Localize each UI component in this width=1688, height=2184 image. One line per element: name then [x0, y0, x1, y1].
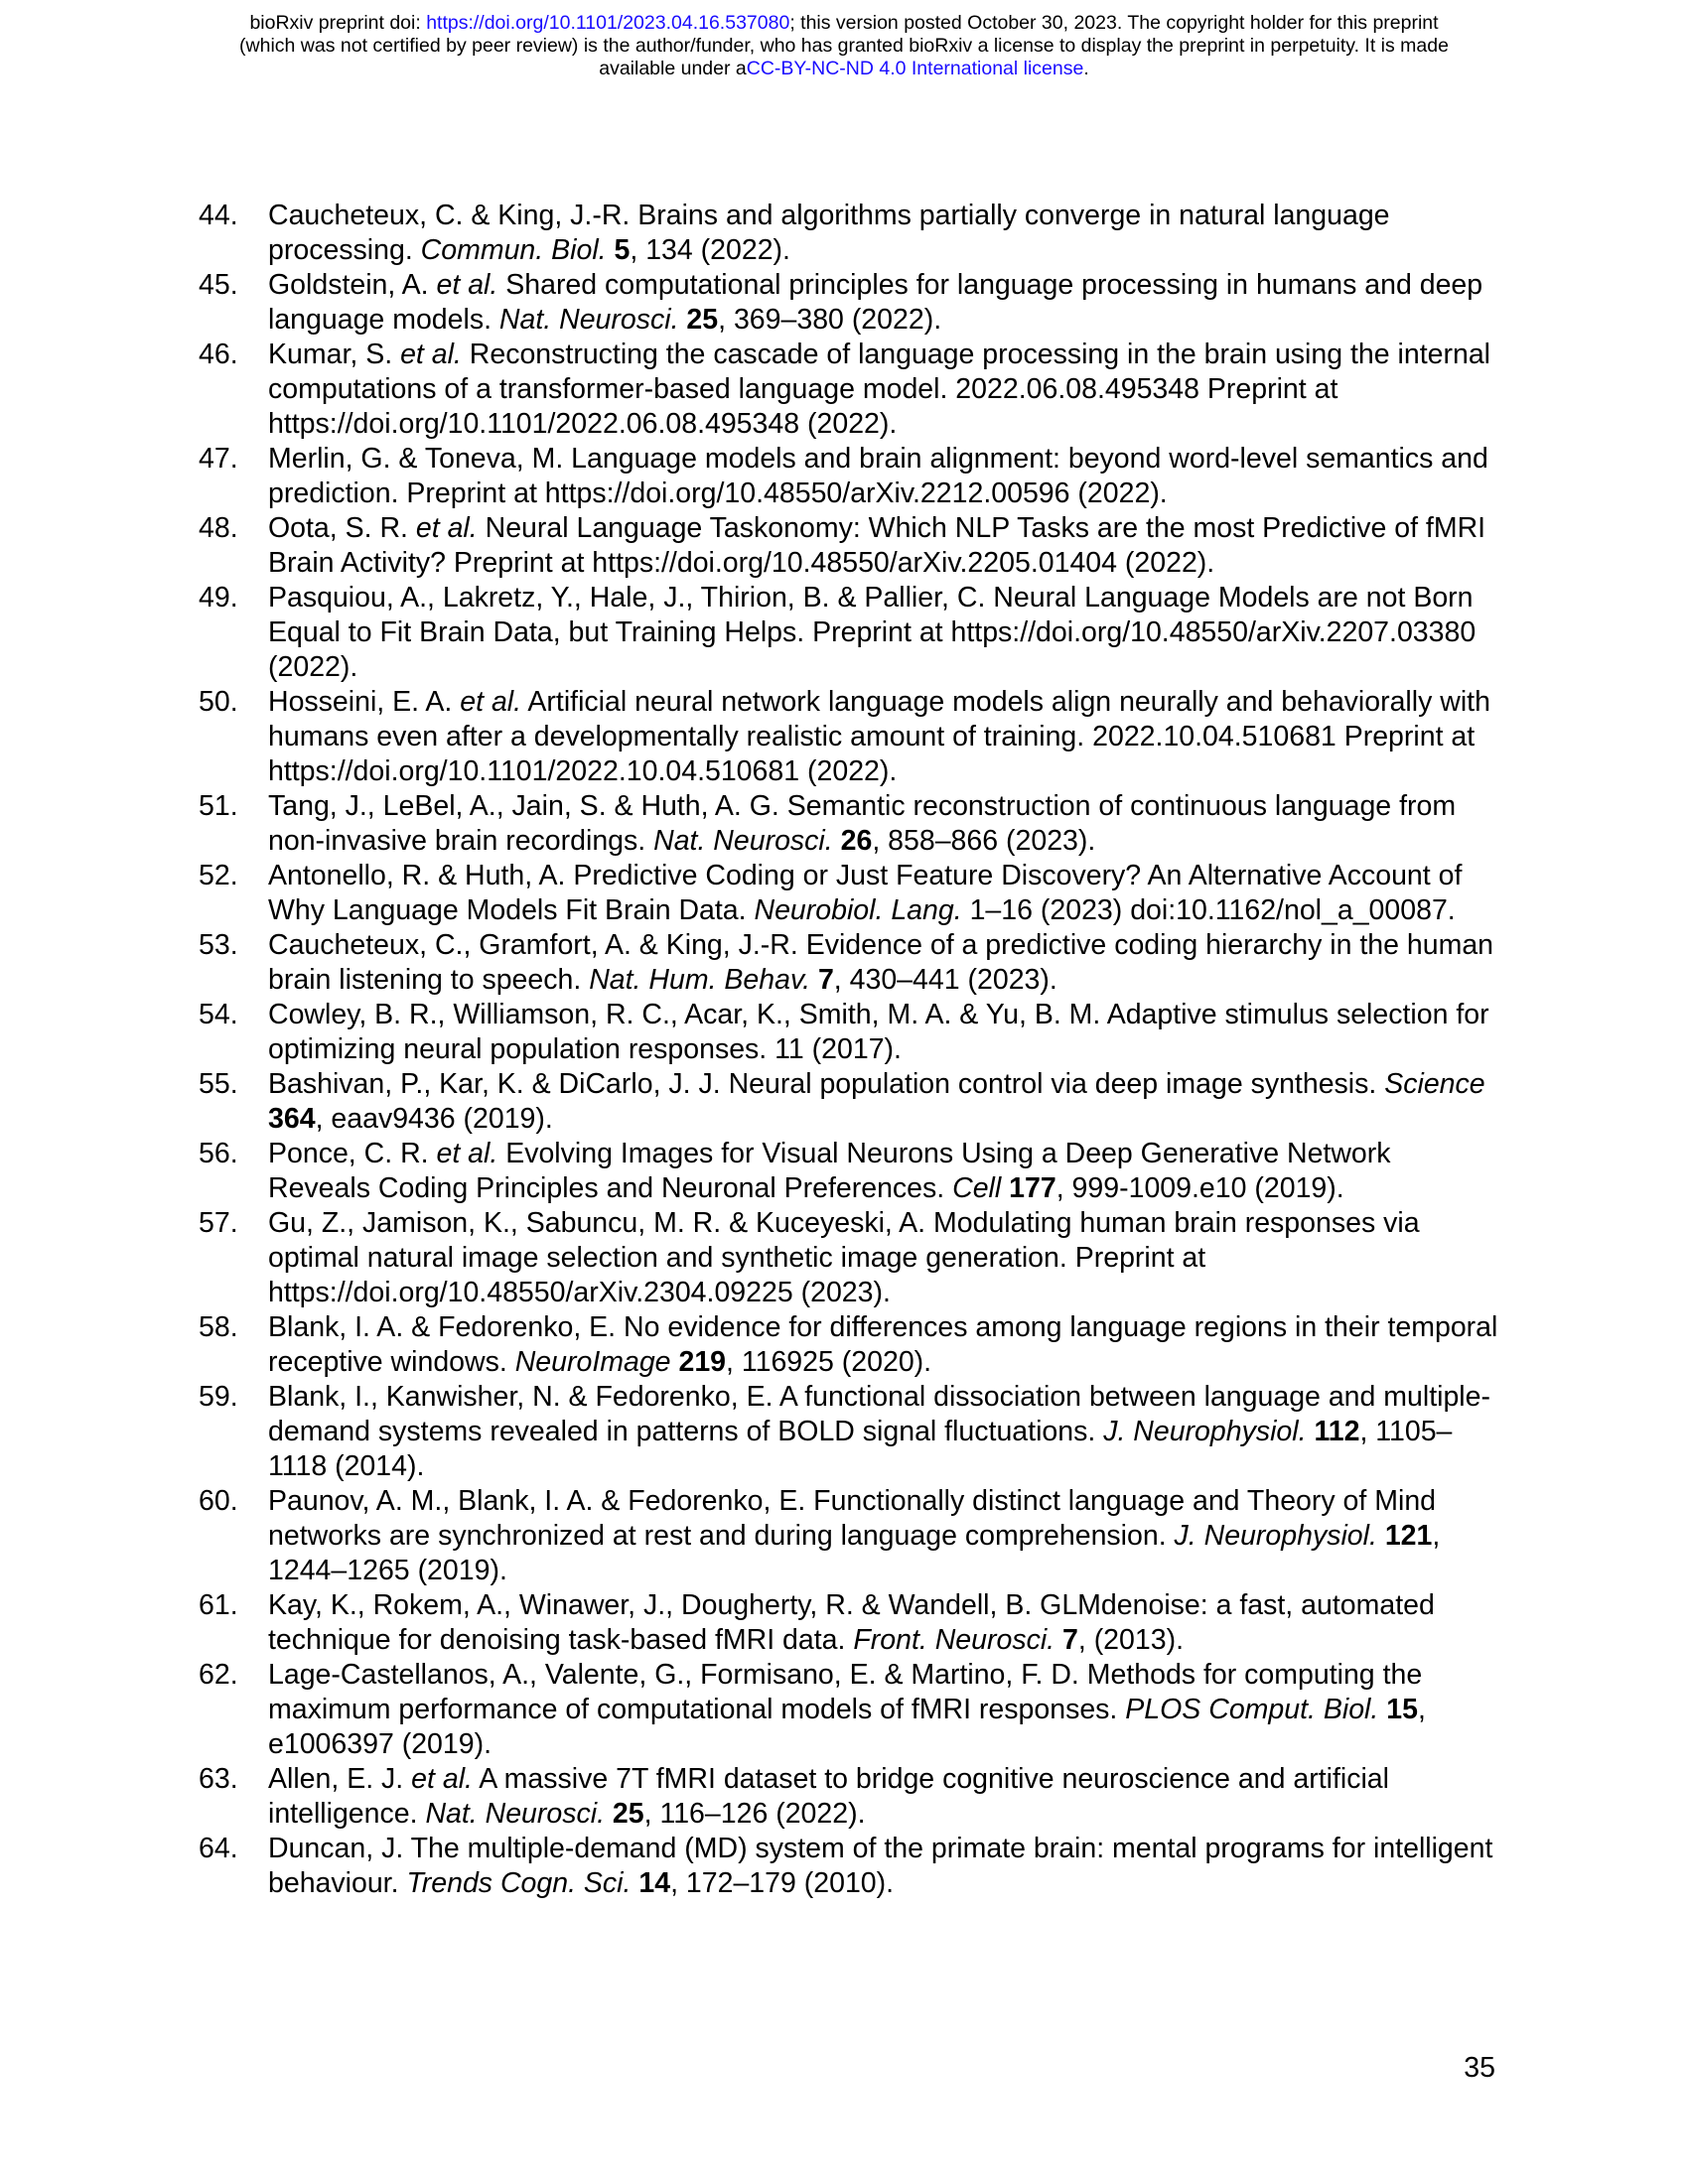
reference-italic: PLOS Comput. Biol.: [1125, 1694, 1379, 1725]
reference-segment: Kay, K., Rokem, A., Winawer, J., Dougherty, R. & Wandell, B. GLMdenoise: a fast, automated technique for denoising task-based fMRI data.: [268, 1589, 1435, 1656]
reference-segment: , 172–179 (2010).: [670, 1867, 895, 1899]
reference-item: [199, 1588, 1499, 1658]
reference-segment: Neural Language Taskonomy: Which NLP Tasks are the most Predictive of fMRI Brain Activity? Preprint at https://doi.org/10.48550/arXiv.2205.01404 (2022).: [268, 512, 1486, 579]
reference-text: [268, 268, 1499, 338]
reference-number: 45.: [199, 269, 238, 301]
reference-segment: , 116–126 (2022).: [643, 1798, 866, 1830]
reference-segment: Caucheteux, C., Gramfort, A. & King, J.-R. Evidence of a predictive coding hierarchy in the human brain listening to speech.: [268, 929, 1494, 996]
reference-segment: Kumar, S.: [268, 339, 401, 370]
reference-number: 55.: [199, 1068, 238, 1100]
reference-segment: [605, 1798, 613, 1830]
reference-segment: Cowley, B. R., Williamson, R. C., Acar, K., Smith, M. A. & Yu, B. M. Adaptive stimulus selection for optimizing neural population responses. 11 (2017).: [268, 999, 1489, 1065]
reference-segment: [1001, 1172, 1009, 1204]
reference-segment: [1377, 1520, 1385, 1552]
reference-bold: 121: [1384, 1520, 1433, 1552]
reference-bold: 15: [1386, 1694, 1418, 1725]
reference-item: [199, 1762, 1499, 1832]
reference-italic: Neurobiol. Lang.: [754, 894, 962, 926]
reference-number: 47.: [199, 443, 238, 475]
reference-segment: [607, 234, 615, 266]
reference-number: 59.: [199, 1381, 238, 1413]
reference-number: 50.: [199, 686, 238, 718]
reference-segment: [1055, 1624, 1062, 1656]
reference-text: [268, 1832, 1499, 1901]
reference-segment: Goldstein, A.: [268, 269, 437, 301]
license-suffix: .: [1083, 58, 1089, 79]
reference-number: 62.: [199, 1659, 238, 1691]
reference-segment: Hosseini, E. A.: [268, 686, 461, 718]
reference-text: [268, 1484, 1499, 1588]
reference-number: 58.: [199, 1311, 238, 1343]
reference-item: [199, 1484, 1499, 1588]
reference-segment: , 116925 (2020).: [726, 1346, 932, 1378]
reference-item: [199, 268, 1499, 338]
reference-segment: Caucheteux, C. & King, J.-R. Brains and algorithms partially converge in natural language processing.: [268, 200, 1390, 266]
reference-bold: 7: [817, 964, 834, 996]
reference-segment: Reconstructing the cascade of language processing in the brain using the internal computations of a transformer-based language model. 2022.06.08.495348 Preprint at https://doi.org/10.1101/2022.06.08.495348 (2022).: [268, 339, 1491, 440]
reference-text: [268, 859, 1499, 928]
reference-number: 61.: [199, 1589, 238, 1621]
reference-item: [199, 928, 1499, 998]
reference-segment: Paunov, A. M., Blank, I. A. & Fedorenko, E. Functionally distinct language and Theory of Mind networks are synchronized at rest and during language comprehension.: [268, 1485, 1437, 1552]
reference-text: [268, 789, 1499, 859]
reference-italic: Trends Cogn. Sci.: [406, 1867, 632, 1899]
reference-item: [199, 1380, 1499, 1484]
reference-segment: 1–16 (2023) doi:10.1162/nol_a_00087.: [961, 894, 1456, 926]
reference-segment: , 134 (2022).: [630, 234, 790, 266]
reference-number: 53.: [199, 929, 238, 961]
reference-segment: , eaav9436 (2019).: [315, 1103, 553, 1135]
reference-bold: 26: [840, 825, 873, 857]
reference-number: 48.: [199, 512, 238, 544]
reference-segment: , 999-1009.e10 (2019).: [1055, 1172, 1344, 1204]
reference-segment: Blank, I., Kanwisher, N. & Fedorenko, E. A functional dissociation between language and multiple-demand systems revealed in patterns of BOLD signal fluctuations.: [268, 1381, 1490, 1447]
reference-text: [268, 1658, 1499, 1762]
doi-prefix: bioRxiv preprint doi:: [249, 12, 427, 34]
doi-suffix: ; this version posted October 30, 2023. The copyright holder for this preprint: [789, 12, 1439, 34]
reference-item: [199, 1137, 1499, 1206]
reference-text: [268, 581, 1499, 685]
reference-bold: 177: [1009, 1172, 1056, 1204]
reference-text: [268, 199, 1499, 268]
reference-item: [199, 859, 1499, 928]
license-prefix: available under a: [599, 58, 747, 79]
reference-segment: Pasquiou, A., Lakretz, Y., Hale, J., Thirion, B. & Pallier, C. Neural Language Models are not Born Equal to Fit Brain Data, but Training Helps. Preprint at https://doi.org/10.48550/arXiv.2207.03380 (2022).: [268, 582, 1477, 683]
reference-text: [268, 338, 1499, 442]
reference-segment: , 858–866 (2023).: [872, 825, 1096, 857]
reference-segment: Artificial neural network language models align neurally and behaviorally with humans even after a developmentally realistic amount of training. 2022.10.04.510681 Preprint at https://doi.org/10.1101/2022.10.04.510681 (2022).: [268, 686, 1490, 787]
reference-italic: Cell: [952, 1172, 1002, 1204]
preprint-notice: [0, 12, 1688, 80]
reference-item: [199, 442, 1499, 511]
reference-italic: Nat. Neurosci.: [425, 1798, 605, 1830]
reference-number: 44.: [199, 200, 238, 231]
reference-segment: Ponce, C. R.: [268, 1138, 437, 1169]
reference-bold: 112: [1314, 1416, 1360, 1447]
reference-item: [199, 511, 1499, 581]
reference-bold: 25: [686, 304, 719, 336]
reference-segment: , 1244–1265 (2019).: [268, 1520, 1441, 1586]
reference-italic: Science: [1384, 1068, 1485, 1100]
reference-text: [268, 442, 1499, 511]
reference-item: [199, 1658, 1499, 1762]
doi-link[interactable]: https://doi.org/10.1101/2023.04.16.537080: [426, 12, 790, 34]
reference-list: [199, 199, 1499, 1901]
reference-number: 46.: [199, 339, 238, 370]
reference-italic: et al.: [436, 1138, 498, 1169]
reference-segment: , 369–380 (2022).: [718, 304, 942, 336]
reference-number: 56.: [199, 1138, 238, 1169]
license-link[interactable]: CC-BY-NC-ND 4.0 International license: [746, 58, 1084, 79]
reference-item: [199, 338, 1499, 442]
preprint-notice-line-2: (which was not certified by peer review) is the author/funder, who has granted bioRxiv a license to display the preprint in perpetuity. It is made: [239, 35, 1449, 57]
reference-italic: et al.: [460, 686, 522, 718]
reference-text: [268, 1588, 1499, 1658]
reference-text: [268, 1067, 1499, 1137]
reference-item: [199, 199, 1499, 268]
reference-item: [199, 685, 1499, 789]
reference-text: [268, 1762, 1499, 1832]
reference-bold: 219: [678, 1346, 727, 1378]
reference-segment: Blank, I. A. & Fedorenko, E. No evidence for differences among language regions in their temporal receptive windows.: [268, 1311, 1498, 1378]
reference-segment: Merlin, G. & Toneva, M. Language models and brain alignment: beyond word-level semantics and prediction. Preprint at https://doi.org/10.48550/arXiv.2212.00596 (2022).: [268, 443, 1488, 509]
reference-item: [199, 1832, 1499, 1901]
reference-text: [268, 1380, 1499, 1484]
page-number: 35: [1464, 2052, 1495, 2084]
reference-number: 63.: [199, 1763, 238, 1795]
reference-item: [199, 1206, 1499, 1310]
reference-italic: Nat. Neurosci.: [498, 304, 679, 336]
reference-italic: Front. Neurosci.: [853, 1624, 1055, 1656]
reference-bold: 25: [612, 1798, 644, 1830]
reference-item: [199, 581, 1499, 685]
reference-italic: et al.: [436, 269, 498, 301]
reference-number: 51.: [199, 790, 238, 822]
reference-text: [268, 928, 1499, 998]
reference-item: [199, 1310, 1499, 1380]
reference-bold: 7: [1062, 1624, 1078, 1656]
reference-segment: , (2013).: [1077, 1624, 1184, 1656]
reference-text: [268, 1310, 1499, 1380]
reference-italic: et al.: [415, 512, 478, 544]
preprint-notice-line-3: [0, 58, 1688, 80]
reference-item: [199, 1067, 1499, 1137]
reference-segment: Tang, J., LeBel, A., Jain, S. & Huth, A. G. Semantic reconstruction of continuous language from non-invasive brain recordings.: [268, 790, 1457, 857]
reference-italic: NeuroImage: [514, 1346, 671, 1378]
reference-text: [268, 511, 1499, 581]
reference-segment: , 1105–1118 (2014).: [268, 1416, 1453, 1482]
reference-segment: Oota, S. R.: [268, 512, 416, 544]
reference-italic: J. Neurophysiol.: [1174, 1520, 1377, 1552]
reference-segment: Duncan, J. The multiple-demand (MD) system of the primate brain: mental programs for intelligent behaviour.: [268, 1833, 1493, 1899]
reference-number: 64.: [199, 1833, 238, 1864]
reference-segment: Allen, E. J.: [268, 1763, 412, 1795]
reference-segment: Shared computational principles for language processing in humans and deep language models.: [268, 269, 1483, 336]
reference-text: [268, 1137, 1499, 1206]
reference-number: 52.: [199, 860, 238, 891]
reference-number: 57.: [199, 1207, 238, 1239]
reference-segment: Bashivan, P., Kar, K. & DiCarlo, J. J. Neural population control via deep image synthesis.: [268, 1068, 1385, 1100]
reference-text: [268, 998, 1499, 1067]
reference-segment: Lage-Castellanos, A., Valente, G., Formisano, E. & Martino, F. D. Methods for computing the maximum performance of computational models of fMRI responses.: [268, 1659, 1423, 1725]
reference-italic: Commun. Biol.: [420, 234, 607, 266]
reference-number: 49.: [199, 582, 238, 614]
reference-italic: et al.: [411, 1763, 473, 1795]
reference-segment: , 430–441 (2023).: [833, 964, 1057, 996]
reference-segment: A massive 7T fMRI dataset to bridge cognitive neuroscience and artificial intelligence.: [268, 1763, 1389, 1830]
reference-item: [199, 789, 1499, 859]
reference-text: [268, 1206, 1499, 1310]
preprint-notice-line-1: [0, 12, 1688, 35]
reference-bold: 364: [268, 1103, 316, 1135]
reference-segment: Antonello, R. & Huth, A. Predictive Coding or Just Feature Discovery? An Alternative Account of Why Language Models Fit Brain Data.: [268, 860, 1463, 926]
reference-italic: J. Neurophysiol.: [1103, 1416, 1307, 1447]
reference-number: 54.: [199, 999, 238, 1030]
reference-segment: , e1006397 (2019).: [268, 1694, 1426, 1760]
reference-text: [268, 685, 1499, 789]
reference-segment: Gu, Z., Jamison, K., Sabuncu, M. R. & Kuceyeski, A. Modulating human brain responses via optimal natural image selection and synthetic image generation. Preprint at https://doi.org/10.48550/arXiv.2304.09225 (2023).: [268, 1207, 1420, 1308]
reference-italic: Nat. Neurosci.: [653, 825, 833, 857]
reference-segment: Evolving Images for Visual Neurons Using a Deep Generative Network Reveals Coding Principles and Neuronal Preferences.: [268, 1138, 1391, 1204]
reference-segment: [810, 964, 818, 996]
reference-bold: 14: [638, 1867, 671, 1899]
reference-bold: 5: [614, 234, 631, 266]
reference-italic: et al.: [400, 339, 462, 370]
reference-number: 60.: [199, 1485, 238, 1517]
reference-segment: [833, 825, 841, 857]
reference-italic: Nat. Hum. Behav.: [589, 964, 811, 996]
reference-item: [199, 998, 1499, 1067]
